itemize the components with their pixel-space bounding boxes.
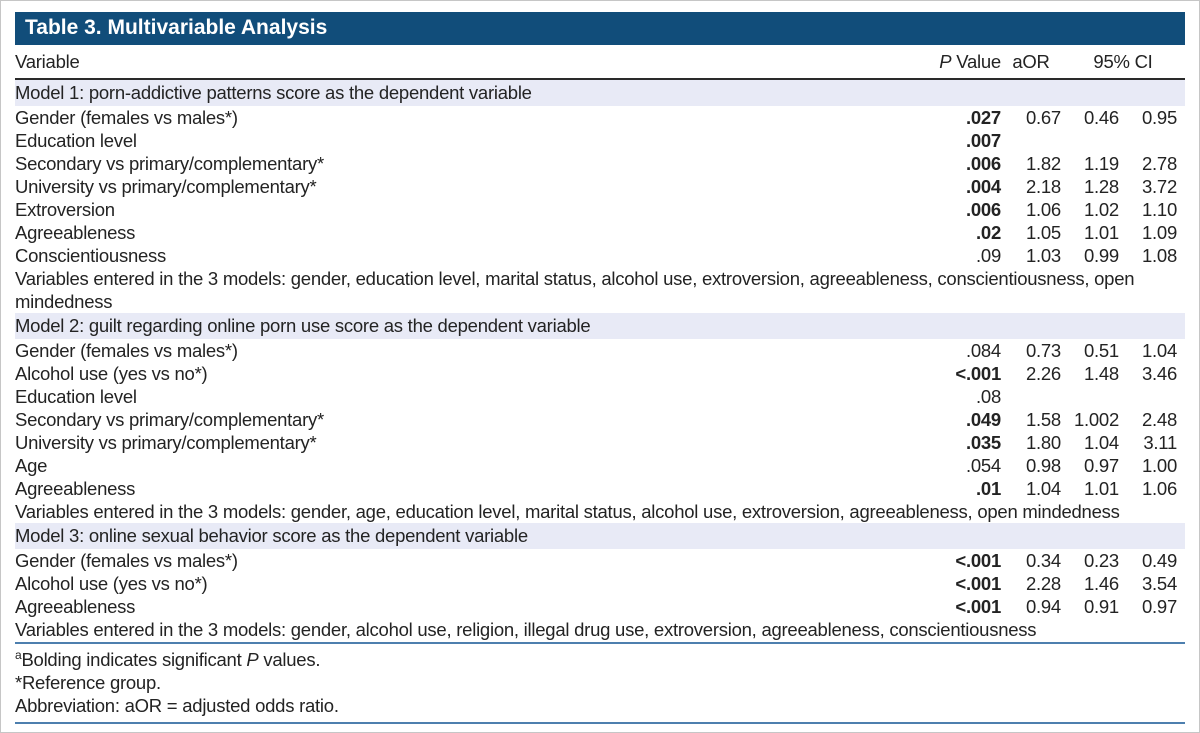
ci-high-cell [1119, 385, 1185, 408]
p-value-cell: .09 [976, 245, 1001, 266]
aor-cell: 1.58 [1025, 409, 1061, 430]
p-value-cell: .08 [976, 386, 1001, 407]
variable-cell: Age [15, 455, 48, 476]
ci-high-cell: 3.54 [1141, 573, 1177, 594]
variable-cell: Gender (females vs males*) [15, 107, 238, 128]
ci-low-cell [1061, 129, 1119, 152]
p-value-cell: .004 [965, 176, 1001, 197]
table-row [15, 198, 1185, 221]
variable-header-label: Variable [15, 51, 80, 72]
p-value-cell: <.001 [955, 363, 1001, 384]
aor-cell: 1.04 [1025, 478, 1061, 499]
p-value-cell: .006 [965, 199, 1001, 220]
variable-cell: Agreeableness [15, 478, 136, 499]
ci-low-cell: 0.46 [1083, 107, 1119, 128]
variable-cell: Gender (females vs males*) [15, 550, 238, 571]
ci-high-cell: 3.72 [1141, 176, 1177, 197]
ci-low-cell: 1.02 [1083, 199, 1119, 220]
table-row [15, 595, 1185, 618]
footnote-abbreviation: Abbreviation: aOR = adjusted odds ratio. [15, 695, 339, 716]
ci-low-cell: 1.01 [1083, 222, 1119, 243]
variable-cell: Extroversion [15, 199, 115, 220]
p-value-cell: .006 [965, 153, 1001, 174]
p-value-header-label: Value [951, 51, 1001, 72]
footnotes-block [15, 642, 1185, 724]
ci-low-cell [1061, 385, 1119, 408]
ci-low-cell: 0.91 [1083, 596, 1119, 617]
aor-cell: 1.05 [1025, 222, 1061, 243]
table-row [15, 572, 1185, 595]
ci-low-cell: 1.04 [1083, 432, 1119, 453]
ci-high-cell [1119, 129, 1185, 152]
variable-cell: University vs primary/complementary* [15, 432, 317, 453]
model-note: Variables entered in the 3 models: gender, age, education level, marital status, alcohol use, extroversion, agreeableness, open mindedness [15, 501, 1120, 522]
aor-cell [1001, 385, 1061, 408]
table-body [15, 79, 1185, 641]
ci-high-cell: 1.06 [1141, 478, 1177, 499]
model-header-row [15, 523, 1185, 549]
ci-low-cell: 1.01 [1083, 478, 1119, 499]
aor-cell: 1.03 [1025, 245, 1061, 266]
p-value-cell: .084 [965, 340, 1001, 361]
column-header-aor: aOR [1001, 49, 1061, 79]
aor-cell: 1.80 [1025, 432, 1061, 453]
p-value-cell: .01 [976, 478, 1001, 499]
table-row [15, 244, 1185, 267]
table-row [15, 221, 1185, 244]
ci-high-cell: 1.04 [1141, 340, 1177, 361]
variable-cell: Alcohol use (yes vs no*) [15, 573, 208, 594]
variable-cell: Secondary vs primary/complementary* [15, 153, 324, 174]
variable-cell: Secondary vs primary/complementary* [15, 409, 324, 430]
ci-low-cell: 0.99 [1083, 245, 1119, 266]
aor-cell: 2.18 [1025, 176, 1061, 197]
table-row [15, 106, 1185, 129]
table-row [15, 454, 1185, 477]
p-value-cell: <.001 [955, 550, 1001, 571]
table-row [15, 175, 1185, 198]
variable-cell: University vs primary/complementary* [15, 176, 317, 197]
ci-high-cell: 2.48 [1141, 409, 1177, 430]
p-value-cell: .035 [965, 432, 1001, 453]
p-value-cell: .027 [965, 107, 1001, 128]
table-row [15, 549, 1185, 572]
aor-cell: 2.28 [1025, 573, 1061, 594]
ci-low-cell: 1.19 [1083, 153, 1119, 174]
variable-cell: Agreeableness [15, 222, 136, 243]
aor-cell [1001, 129, 1061, 152]
p-value-cell: .049 [965, 409, 1001, 430]
variable-cell: Alcohol use (yes vs no*) [15, 363, 208, 384]
aor-cell: 1.06 [1025, 199, 1061, 220]
model-header-row [15, 313, 1185, 339]
multivariable-analysis-table [15, 49, 1185, 641]
table-row [15, 385, 1185, 408]
aor-cell: 0.73 [1025, 340, 1061, 361]
table-row [15, 152, 1185, 175]
table-row [15, 408, 1185, 431]
ci-low-cell: 1.002 [1073, 409, 1119, 430]
model-header-label: Model 3: online sexual behavior score as the dependent variable [15, 523, 1185, 549]
aor-cell: 1.82 [1025, 153, 1061, 174]
footnote-reference-group: *Reference group. [15, 672, 161, 693]
aor-cell: 2.26 [1025, 363, 1061, 384]
ci-high-cell: 3.46 [1141, 363, 1177, 384]
ci-low-cell: 0.51 [1083, 340, 1119, 361]
table-row [15, 431, 1185, 454]
ci-high-cell: 2.78 [1141, 153, 1177, 174]
p-value-cell: .054 [965, 455, 1001, 476]
ci-low-cell: 0.23 [1083, 550, 1119, 571]
p-italic-label: P [939, 51, 952, 72]
column-header-95ci: 95% CI [1061, 49, 1185, 79]
variable-cell: Gender (females vs males*) [15, 340, 238, 361]
table-row [15, 339, 1185, 362]
variable-cell: Agreeableness [15, 596, 136, 617]
note-row [15, 267, 1185, 313]
note-row [15, 618, 1185, 641]
table-row [15, 362, 1185, 385]
p-value-cell: <.001 [955, 573, 1001, 594]
table-row [15, 477, 1185, 500]
model-header-label: Model 2: guilt regarding online porn use score as the dependent variable [15, 313, 1185, 339]
ci-high-cell: 0.49 [1141, 550, 1177, 571]
variable-cell: Education level [15, 130, 137, 151]
aor-cell: 0.94 [1025, 596, 1061, 617]
ci-high-cell: 0.95 [1141, 107, 1177, 128]
table-title-bar [15, 12, 1185, 45]
p-value-cell: .007 [965, 130, 1001, 151]
model-header-label: Model 1: porn-addictive patterns score as the dependent variable [15, 79, 1185, 106]
model-header-row [15, 79, 1185, 106]
aor-cell: 0.34 [1025, 550, 1061, 571]
ci-low-cell: 1.28 [1083, 176, 1119, 197]
model-note: Variables entered in the 3 models: gender, education level, marital status, alcohol use, extroversion, agreeableness, conscientiousness, open mindedness [15, 268, 1135, 312]
ci-high-cell: 1.08 [1141, 245, 1177, 266]
model-note: Variables entered in the 3 models: gender, alcohol use, religion, illegal drug use, extroversion, agreeableness, conscientiousness [15, 619, 1037, 640]
aor-cell: 0.67 [1025, 107, 1061, 128]
column-header-p-value [913, 49, 1001, 79]
ci-high-cell: 3.11 [1143, 432, 1177, 453]
ci-low-cell: 0.97 [1083, 455, 1119, 476]
variable-cell: Education level [15, 386, 137, 407]
column-header-row [15, 49, 1185, 79]
ci-low-cell: 1.48 [1083, 363, 1119, 384]
p-value-cell: <.001 [955, 596, 1001, 617]
ci-high-cell: 0.97 [1141, 596, 1177, 617]
ci-high-cell: 1.10 [1141, 199, 1177, 220]
p-value-cell: .02 [976, 222, 1001, 243]
table-row [15, 129, 1185, 152]
table-title: Table 3. Multivariable Analysis [25, 16, 328, 39]
ci-low-cell: 1.46 [1083, 573, 1119, 594]
column-header-variable [15, 49, 913, 79]
note-row [15, 500, 1185, 523]
variable-cell: Conscientiousness [15, 245, 167, 266]
footnote-bolding: $^a$Bolding indicates significant P values. [15, 647, 321, 670]
ci-high-cell: 1.00 [1141, 455, 1177, 476]
table-figure [1, 1, 1199, 724]
footnote-superscript-a: a [15, 647, 22, 662]
aor-cell: 0.98 [1025, 455, 1061, 476]
ci-high-cell: 1.09 [1141, 222, 1177, 243]
